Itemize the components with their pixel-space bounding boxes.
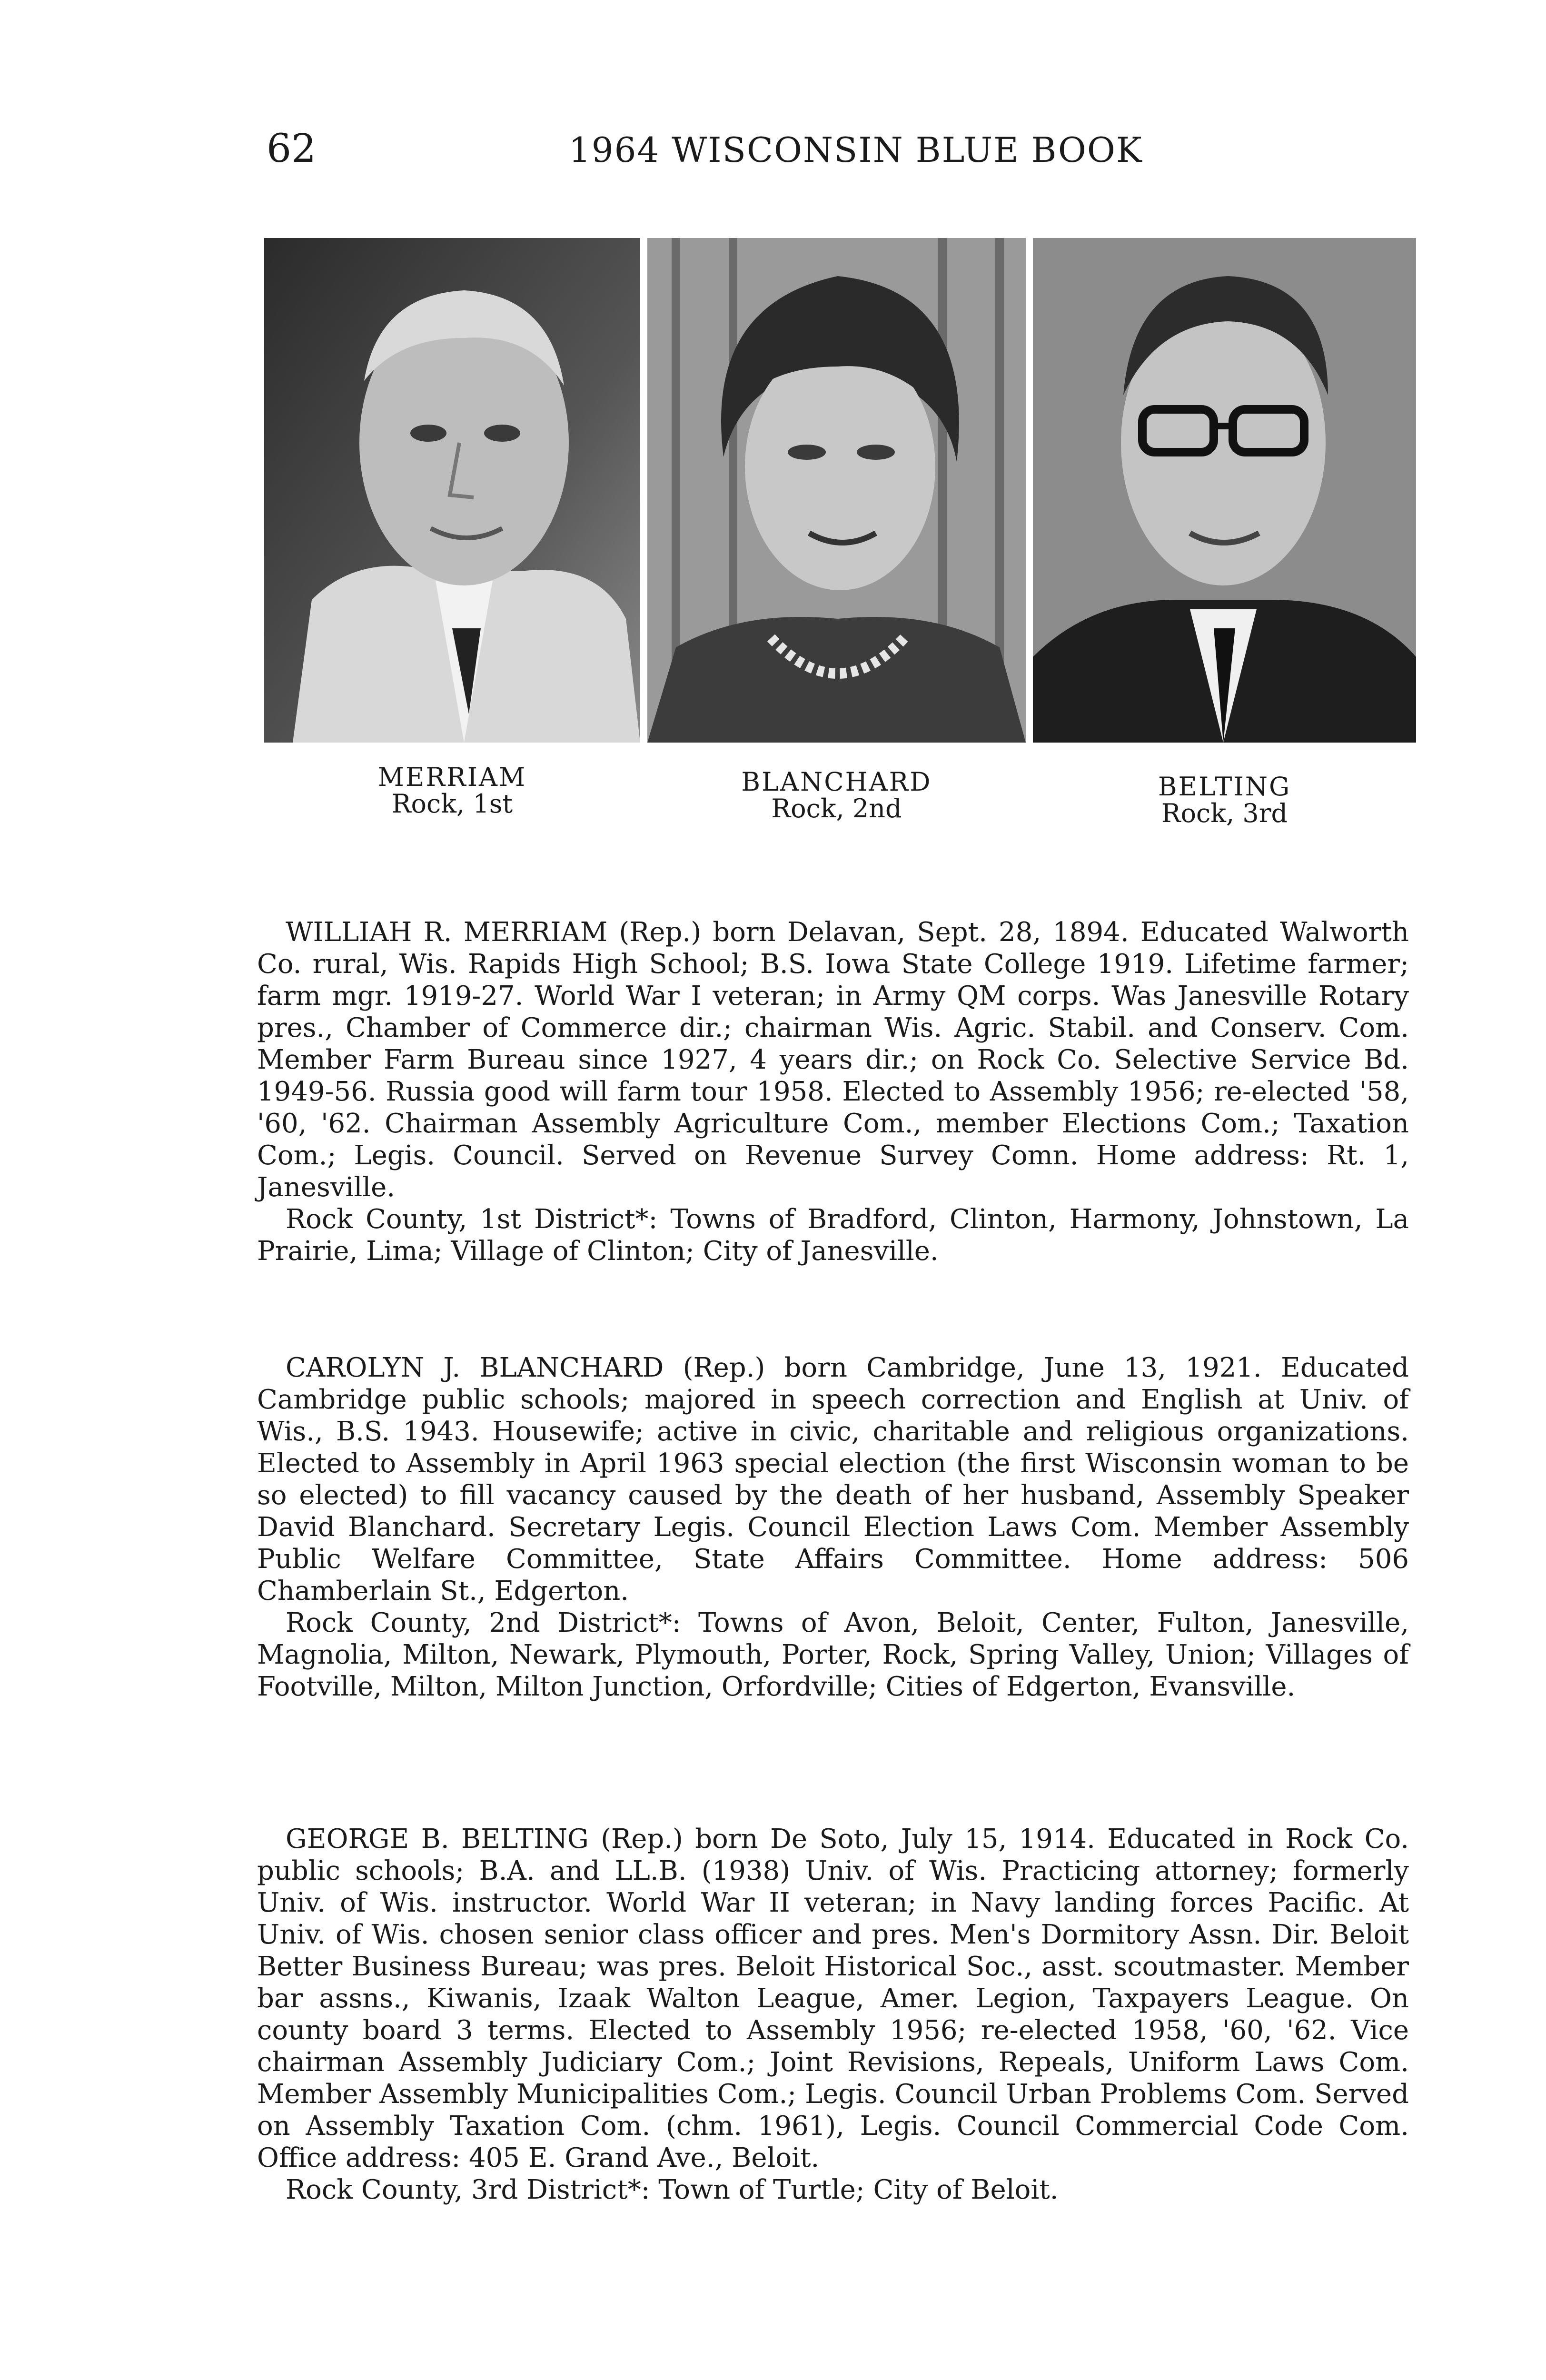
bio-paragraph: CAROLYN J. BLANCHARD (Rep.) born Cambridge, June 13, 1921. Educated Cambridge public schools; majored in speech correction and English at Univ. of Wis., B.S. 1943. Housewife; active in civic, charitable and religious organizations. Elected to Assembly in April 1963 special election (the first Wisconsin woman to be so elected) to fill vacancy caused by the death of her husband, Assembly Speaker David Blanchard. Secretary Legis. Council Election Laws Com. Member Assembly Public Welfare Committee, State Affairs Committee. Home address: 506 Chamberlain St., Edgerton. xyxy=(257,1352,1409,1606)
biography-merriam xyxy=(257,916,1409,1267)
caption-blanchard xyxy=(647,769,1026,822)
caption-district: Rock, 3rd xyxy=(1161,798,1288,828)
district-paragraph: Rock County, 2nd District*: Towns of Avon, Beloit, Center, Fulton, Janesville, Magnolia, Milton, Newark, Plymouth, Porter, Rock, Spring Valley, Union; Villages of Footville, Milton, Milton Junction, Orfordville; Cities of Edgerton, Evansville. xyxy=(257,1607,1409,1702)
caption-name: BELTING xyxy=(1158,772,1291,802)
caption-district: Rock, 1st xyxy=(391,789,513,819)
caption-district: Rock, 2nd xyxy=(771,793,902,823)
portrait-photo-blanchard xyxy=(647,238,1026,743)
bio-paragraph: WILLIAH R. MERRIAM (Rep.) born Delavan, Sept. 28, 1894. Educated Walworth Co. rural, Wis. Rapids High School; B.S. Iowa State College 1919. Lifetime farmer; farm mgr. 1919-27. World War I veteran; in Army QM corps. Was Janesville Rotary pres., Chamber of Commerce dir.; chairman Wis. Agric. Stabil. and Conserv. Com. Member Farm Bureau since 1927, 4 years dir.; on Rock Co. Selective Service Bd. 1949-56. Russia good will farm tour 1958. Elected to Assembly 1956; re-elected '58, '60, '62. Chairman Assembly Agriculture Com., member Elections Com.; Taxation Com.; Legis. Council. Served on Revenue Survey Comn. Home address: Rt. 1, Janesville. xyxy=(257,917,1409,1203)
portrait-photo-merriam xyxy=(264,238,640,743)
district-paragraph: Rock County, 3rd District*: Town of Turtle; City of Beloit. xyxy=(286,2174,1059,2205)
bio-paragraph: GEORGE B. BELTING (Rep.) born De Soto, July 15, 1914. Educated in Rock Co. public schools; B.A. and LL.B. (1938) Univ. of Wis. Practicing attorney; formerly Univ. of Wis. instructor. World War II veteran; in Navy landing forces Pacific. At Univ. of Wis. chosen senior class officer and pres. Men's Dormitory Assn. Dir. Beloit Better Business Bureau; was pres. Beloit Historical Soc., asst. scoutmaster. Member bar assns., Kiwanis, Izaak Walton League, Amer. Legion, Taxpayers League. On county board 3 terms. Elected to Assembly 1956; re-elected 1958, '60, '62. Vice chairman Assembly Judiciary Com.; Joint Revisions, Repeals, Uniform Laws Com. Member Assembly Municipalities Com.; Legis. Council Urban Problems Com. Served on Assembly Taxation Com. (chm. 1961), Legis. Council Commercial Code Com. Office address: 405 E. Grand Ave., Beloit. xyxy=(257,1824,1409,2173)
biography-belting xyxy=(257,1823,1409,2206)
caption-merriam xyxy=(264,764,640,817)
page-number: 62 xyxy=(267,126,317,171)
caption-name: BLANCHARD xyxy=(741,767,932,797)
district-paragraph: Rock County, 1st District*: Towns of Bradford, Clinton, Harmony, Johnstown, La Prairie, Lima; Village of Clinton; City of Janesville. xyxy=(257,1204,1409,1267)
caption-name: MERRIAM xyxy=(377,762,527,792)
running-title: 1964 WISCONSIN BLUE BOOK xyxy=(569,130,1143,170)
portrait-photo-belting xyxy=(1033,238,1416,743)
biography-blanchard xyxy=(257,1352,1409,1703)
page-header xyxy=(0,126,1546,183)
caption-belting xyxy=(1033,774,1416,827)
